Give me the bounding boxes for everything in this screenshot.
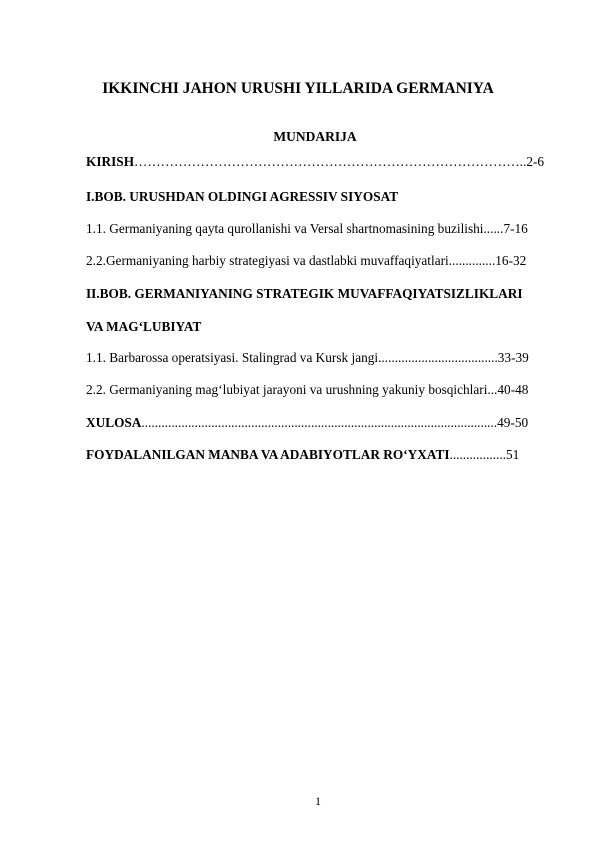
document-title: IKKINCHI JAHON URUSHI YILLARIDA GERMANIYA — [102, 80, 494, 97]
toc-entry-1-1b — [86, 350, 548, 366]
page-number: 1 — [315, 794, 321, 808]
toc-entry-text: 2.2. Germaniyaning mag‘lubiyat jarayoni va urushning yakuniy bosqichlari — [86, 382, 488, 397]
toc-entry-kirish — [86, 154, 548, 170]
toc-entry-text: VA MAG‘LUBIYAT — [86, 319, 202, 334]
toc-page: 16-32 — [495, 253, 527, 268]
toc-chapter-2 — [86, 286, 548, 302]
toc-leader: .............. — [448, 253, 496, 268]
toc-entry-text: I.BOB. URUSHDAN OLDINGI AGRESSIV SIYOSAT — [86, 189, 399, 204]
toc-entry-text: 1.1. Germaniyaning qayta qurollanishi va Versal shartnomasining buzilishi — [86, 221, 484, 236]
toc-leader: ........................................................................................................... — [141, 415, 498, 430]
toc-entry-2-2 — [86, 253, 548, 269]
contents-heading: MUNDARIJA — [273, 129, 357, 144]
toc-entry-text: II.BOB. GERMANIYANING STRATEGIK MUVAFFAQIYATSIZLIKLARI — [86, 286, 523, 301]
toc-chapter-1 — [86, 189, 548, 205]
toc-entry-text: 1.1. Barbarossa operatsiyasi. Stalingrad va Kursk jangi — [86, 350, 379, 365]
toc-chapter-2-cont — [86, 319, 548, 335]
toc-leader: …………………………………………………………………………….. — [134, 154, 527, 169]
toc-leader: ................. — [449, 447, 507, 462]
toc-entry-text: FOYDALANILGAN MANBA VA ADABIYOTLAR RO‘YXATI — [86, 447, 450, 462]
toc-entry-text: 2.2.Germaniyaning harbiy strategiyasi va dastlabki muvaffaqiyatlari — [86, 253, 449, 268]
toc-page: 33-39 — [497, 350, 529, 365]
toc-page: 40-48 — [497, 382, 529, 397]
toc-entry-xulosa — [86, 415, 548, 431]
toc-entry-references — [86, 447, 548, 463]
toc-entry-text: XULOSA — [86, 415, 142, 430]
toc-leader: .................................... — [378, 350, 498, 365]
toc-leader: ...... — [483, 221, 504, 236]
toc-page: 49-50 — [497, 415, 529, 430]
toc-entry-2-2b — [86, 382, 548, 398]
toc-entry-1-1 — [86, 221, 548, 237]
toc-page: 2-6 — [526, 154, 545, 169]
toc-page: 7-16 — [503, 221, 528, 236]
toc-entry-text: KIRISH — [86, 154, 135, 169]
toc-leader: ... — [487, 382, 498, 397]
toc-page: 51 — [506, 447, 520, 462]
